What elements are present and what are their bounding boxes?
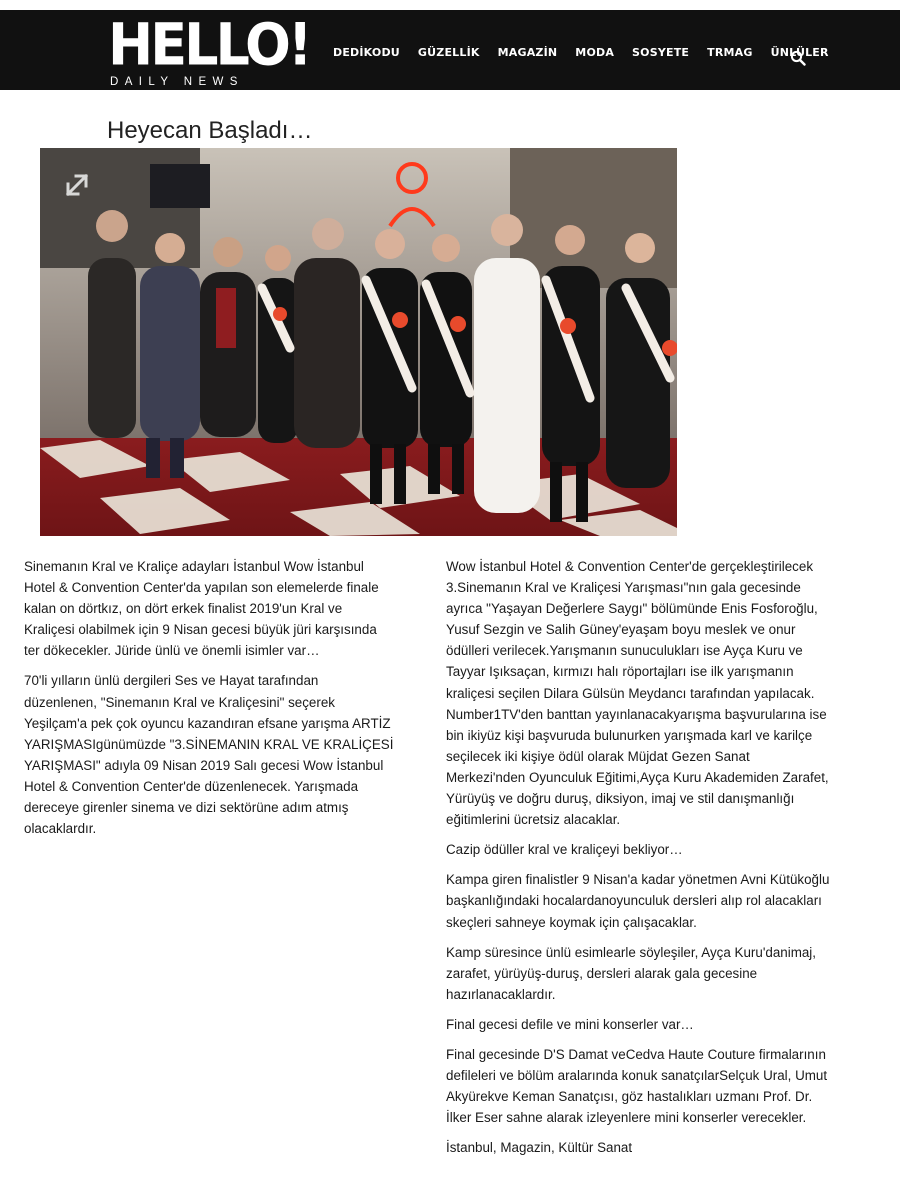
article-subheading: Cazip ödüller kral ve kraliçeyi bekliyor… bbox=[446, 842, 683, 858]
article-paragraph: Kamp süresince ünlü esimlearle söyleşiler, Ayça Kuru'danimaj, zarafet, yürüyüş-duruş, dersleri alarak gala gecesine hazırlanacaklardır. bbox=[446, 944, 816, 1002]
nav-item-magazin[interactable]: MAGAZİN bbox=[497, 46, 558, 59]
article-tags[interactable]: İstanbul, Magazin, Kültür Sanat bbox=[446, 1140, 633, 1156]
expand-icon[interactable] bbox=[62, 170, 92, 200]
article-column-right bbox=[446, 556, 831, 1167]
article-subheading: Final gecesi defile ve mini konserler var… bbox=[446, 1016, 694, 1032]
group-photo bbox=[40, 148, 677, 536]
logo-tagline: DAILY NEWS bbox=[110, 76, 244, 88]
hello-logo[interactable] bbox=[108, 10, 310, 90]
article-paragraph: Sinemanın Kral ve Kraliçe adayları İstanbul Wow İstanbul Hotel & Convention Center'da yapılan son elemelerde finale kalan on dörtkız, on dört erkek finalist 2019'un Kral ve Kraliçesi olabilmek için 9 Nisan gecesi büyük jüri karşısında ter dökecekler. Jüride ünlü ve önemli isimler var… bbox=[24, 559, 379, 659]
main-nav bbox=[333, 46, 847, 59]
nav-item-trmag[interactable]: TRMAG bbox=[707, 46, 753, 59]
article-title: Heyecan Başladı… bbox=[107, 117, 313, 144]
logo-wordmark: HELLO! bbox=[108, 10, 310, 79]
article-paragraph: Kampa giren finalistler 9 Nisan'a kadar yönetmen Avni Kütükoğlu başkanlığındaki hocalardanoyunculuk dersleri alıp rol alacakları skeçleri sahneye koymak için çalışacaklar. bbox=[446, 872, 830, 930]
top-navigation-bar bbox=[0, 10, 900, 90]
nav-item-sosyete[interactable]: SOSYETE bbox=[632, 46, 690, 59]
nav-item-moda[interactable]: MODA bbox=[575, 46, 615, 59]
nav-item-dedikodu[interactable]: DEDİKODU bbox=[333, 46, 400, 59]
article-column-left bbox=[24, 556, 394, 848]
article-paragraph: Final gecesinde D'S Damat veCedva Haute Couture firmalarının defileleri ve bölüm aralarında konuk sanatçılarSelçuk Ural, Umut Akyürekve Keman Sanatçısı, göz hastalıkları uzmanı Prof. Dr. İlker Eser sahne alarak izleyenlere mini konserler verecekler. bbox=[446, 1046, 828, 1126]
article-hero-image[interactable] bbox=[40, 148, 677, 536]
nav-item-guzellik[interactable]: GÜZELLİK bbox=[417, 46, 480, 59]
search-icon[interactable] bbox=[790, 50, 806, 66]
nav-item-unluler[interactable]: ÜNLÜLER bbox=[770, 46, 829, 59]
article-paragraph: Wow İstanbul Hotel & Convention Center'de gerçekleştirilecek 3.Sinemanın Kral ve Kraliçesi Yarışması"nın gala gecesinde ayrıca "Yaşayan Değerlere Saygı" bölümünde Enis Fosforoğlu, Yusuf Sezgin ve Salih Güney'eyaşam boyu meslek ve onur ödülleri verilecek.Yarışmanın sunuculukları ise Ayça Kuru ve Tayyar Işıksaçan, kırmızı halı röportajları ise ilk yarışmanın kraliçesi seçilen Dilara Gülsün Meydancı tarafından yapılacak. Number1TV'den banttan yayınlanacakyarışma başvurularına ise bin ikiyüz kişi başvuruda bulunurken yarışmada karl ve karilçe seçilecek iki kişiye ödül olarak Müjdat Gezen Sanat Merkezi'nden Oyunculuk Eğitimi,Ayça Kuru Akademiden Zarafet, Yürüyüş ve doğru duruş, diksiyon, imaj ve stil danışmanlığı eğitimlerini ücretsiz alacaklar. bbox=[446, 559, 829, 828]
article-paragraph: 70'li yılların ünlü dergileri Ses ve Hayat tarafından düzenlenen, "Sinemanın Kral ve Kraliçesini" seçerek Yeşilçam'a pek çok oyuncu kazandıran efsane yarışma ARTİZ YARIŞMASIgünümüzde "3.SİNEMANIN KRAL VE KRALİÇESİ YARIŞMASI" adıyla 09 Nisan 2019 Salı gecesi Wow İstanbul Hotel & Convention Center'de düzenlenecek. Yarışmada dereceye girenler sinema ve dizi sektörüne adım atmış olacaklardır. bbox=[24, 673, 394, 837]
